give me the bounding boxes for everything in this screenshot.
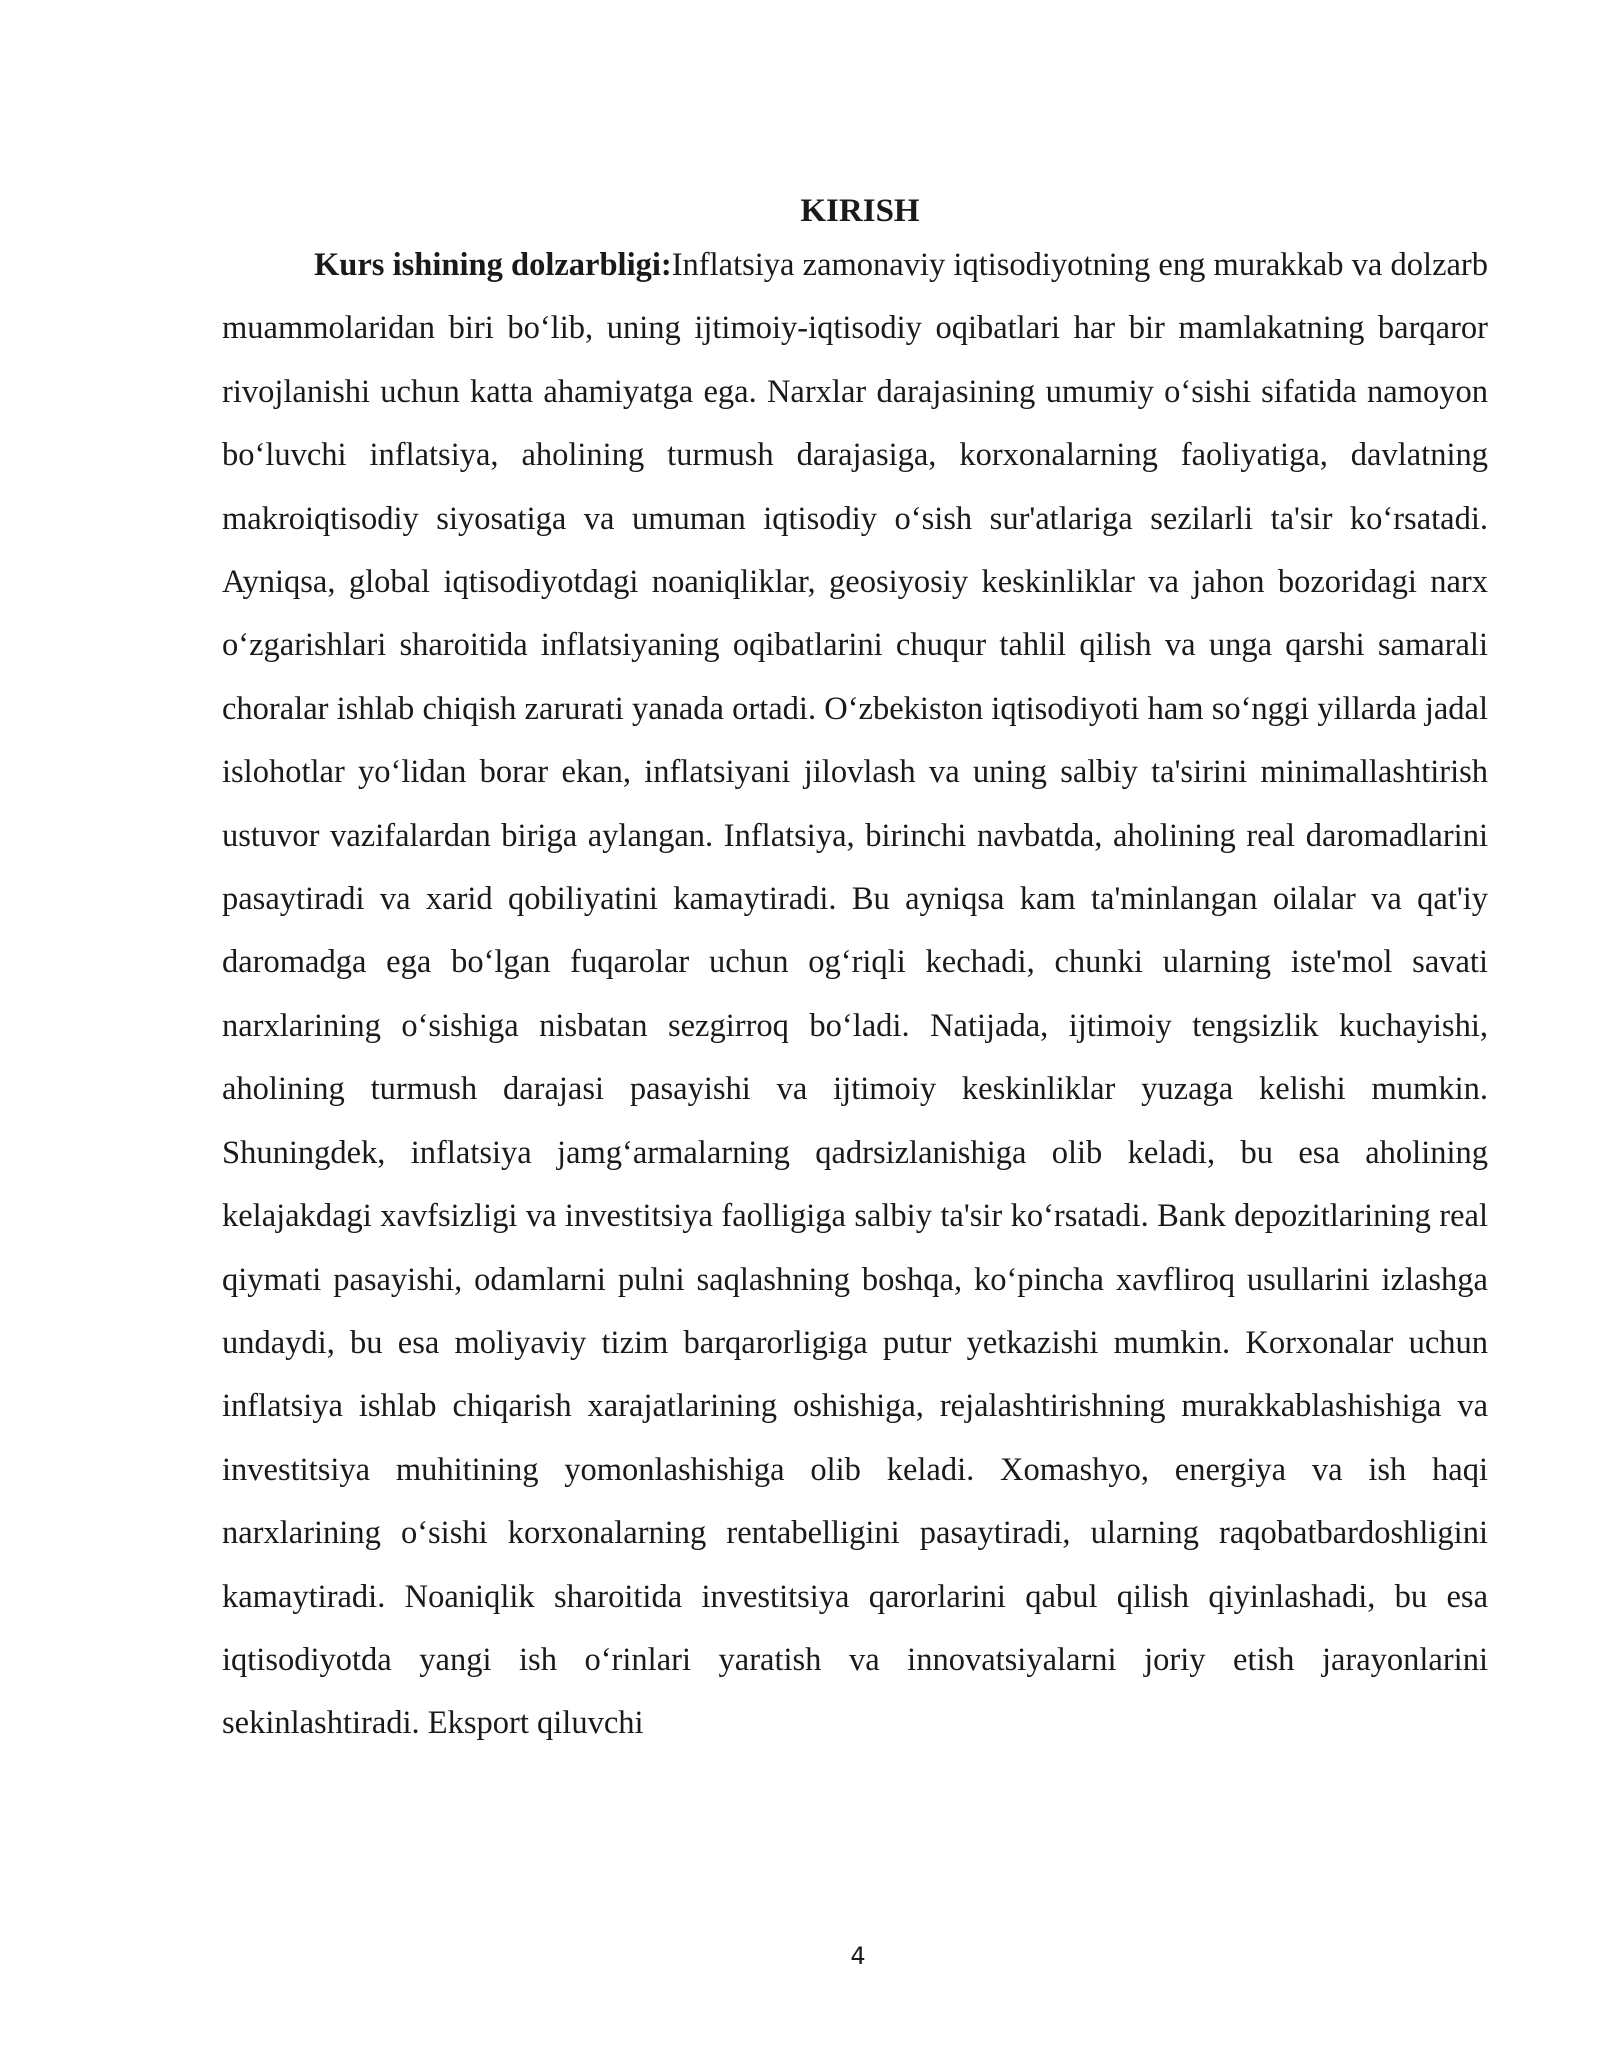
body-paragraph (222, 234, 1488, 1756)
paragraph-text: Inflatsiya zamonaviy iqtisodiyotning eng murakkab va dolzarb muammolaridan biri bo‘lib, uning ijtimoiy-iqtisodiy oqibatlari har bir mamlakatning barqaror rivojlanishi uchun katta ahamiyatga ega. Narxlar darajasining umumiy o‘sishi sifatida namoyon bo‘luvchi inflatsiya, aholining turmush darajasiga, korxonalarning faoliyatiga, davlatning makroiqtisodiy siyosatiga va umuman iqtisodiy o‘sish sur'atlariga sezilarli ta'sir ko‘rsatadi. Ayniqsa, global iqtisodiyotdagi noaniqliklar, geosiyosiy keskinliklar va jahon bozoridagi narx o‘zgarishlari sharoitida inflatsiyaning oqibatlarini chuqur tahlil qilish va unga qarshi samarali choralar ishlab chiqish zarurati yanada ortadi. O‘zbekiston iqtisodiyoti ham so‘nggi yillarda jadal islohotlar yo‘lidan borar ekan, inflatsiyani jilovlash va uning salbiy ta'sirini minimallashtirish ustuvor vazifalardan biriga aylangan. Inflatsiya, birinchi navbatda, aholining real daromadlarini pasaytiradi va xarid qobiliyatini kamaytiradi. Bu ayniqsa kam ta'minlangan oilalar va qat'iy daromadga ega bo‘lgan fuqarolar uchun og‘riqli kechadi, chunki ularning iste'mol savati narxlarining o‘sishiga nisbatan sezgirroq bo‘ladi. Natijada, ijtimoiy tengsizlik kuchayishi, aholining turmush darajasi pasayishi va ijtimoiy keskinliklar yuzaga kelishi mumkin. Shuningdek, inflatsiya jamg‘armalarning qadrsizlanishiga olib keladi, bu esa aholining kelajakdagi xavfsizligi va investitsiya faolligiga salbiy ta'sir ko‘rsatadi. Bank depozitlarining real qiymati pasayishi, odamlarni pulni saqlashning boshqa, ko‘pincha xavfliroq usullarini izlashga undaydi, bu esa moliyaviy tizim barqarorligiga putur yetkazishi mumkin. Korxonalar uchun inflatsiya ishlab chiqarish xarajatlarining oshishiga, rejalashtirishning murakkablashishiga va investitsiya muhitining yomonlashishiga olib keladi. Xomashyo, energiya va ish haqi narxlarining o‘sishi korxonalarning rentabelligini pasaytiradi, ularning raqobatbardoshligini kamaytiradi. Noaniqlik sharoitida investitsiya qarorlarini qabul qilish qiyinlashadi, bu esa iqtisodiyotda yangi ish o‘rinlari yaratish va innovatsiyalarni joriy etish jarayonlarini sekinlashtiradi. Eksport qiluvchi (222, 247, 1488, 1742)
page-number: 4 (850, 1942, 866, 1970)
section-heading: KIRISH (800, 193, 920, 229)
lead-label: Kurs ishining dolzarbligi: (314, 247, 672, 283)
page-content (222, 188, 1488, 1756)
